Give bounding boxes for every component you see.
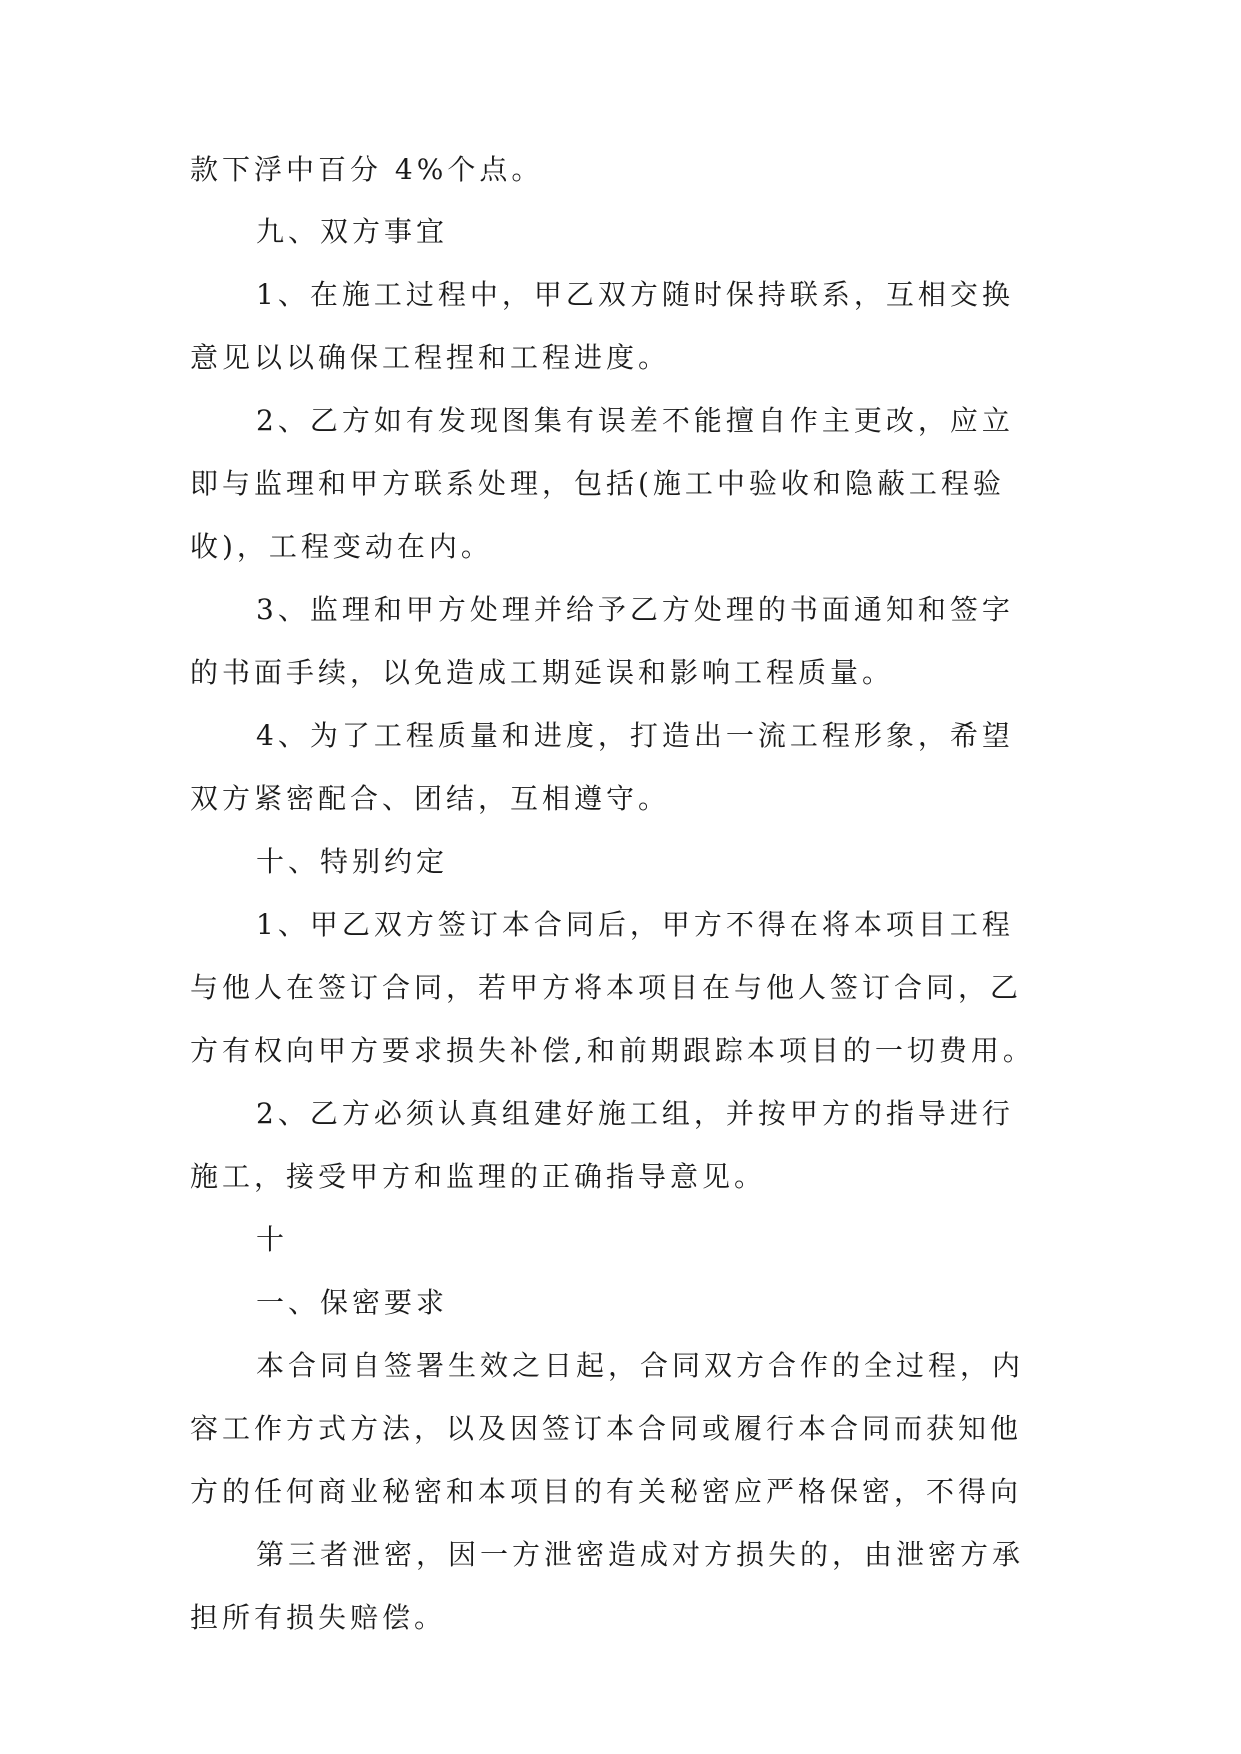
- text-line: 与他人在签订合同，若甲方将本项目在与他人签订合同，乙: [190, 971, 1023, 1004]
- text-line: 双方紧密配合、团结，互相遵守。: [190, 782, 671, 815]
- text-line: 一、保密要求: [256, 1286, 449, 1319]
- text-line: 款下浮中百分 4%个点。: [190, 153, 544, 186]
- text-line: 收)，工程变动在内。: [190, 530, 493, 563]
- document-page: [190, 152, 1052, 1635]
- text-line: 4、为了工程质量和进度，打造出一流工程形象，希望: [256, 719, 1014, 752]
- text-line: 十、特别约定: [256, 845, 449, 878]
- text-line: 1、在施工过程中，甲乙双方随时保持联系，互相交换: [256, 278, 1014, 311]
- text-line: 担所有损失赔偿。: [190, 1601, 447, 1634]
- text-line: 九、双方事宜: [256, 215, 449, 248]
- text-line: 容工作方式方法，以及因签订本合同或履行本合同而获知他: [190, 1412, 1023, 1445]
- text-line: 方的任何商业秘密和本项目的有关秘密应严格保密，不得向: [190, 1475, 1023, 1508]
- text-line: 施工，接受甲方和监理的正确指导意见。: [190, 1160, 767, 1193]
- text-line: 第三者泄密，因一方泄密造成对方损失的，由泄密方承: [256, 1538, 1025, 1571]
- text-line: 1、甲乙双方签订本合同后，甲方不得在将本项目工程: [256, 908, 1014, 941]
- text-line: 本合同自签署生效之日起，合同双方合作的全过程，内: [256, 1349, 1025, 1382]
- text-line: 方有权向甲方要求损失补偿,和前期跟踪本项目的一切费用。: [190, 1034, 1035, 1067]
- text-line: 2、乙方必须认真组建好施工组，并按甲方的指导进行: [256, 1097, 1014, 1130]
- text-line: 十: [256, 1223, 289, 1256]
- text-line: 3、监理和甲方处理并给予乙方处理的书面通知和签字: [256, 593, 1014, 626]
- text-line: 即与监理和甲方联系处理，包括(施工中验收和隐蔽工程验: [190, 467, 1005, 500]
- text-line: 2、乙方如有发现图集有误差不能擅自作主更改，应立: [256, 404, 1014, 437]
- text-line: 意见以以确保工程捏和工程进度。: [190, 341, 671, 374]
- text-line: 的书面手续，以免造成工期延误和影响工程质量。: [190, 656, 895, 689]
